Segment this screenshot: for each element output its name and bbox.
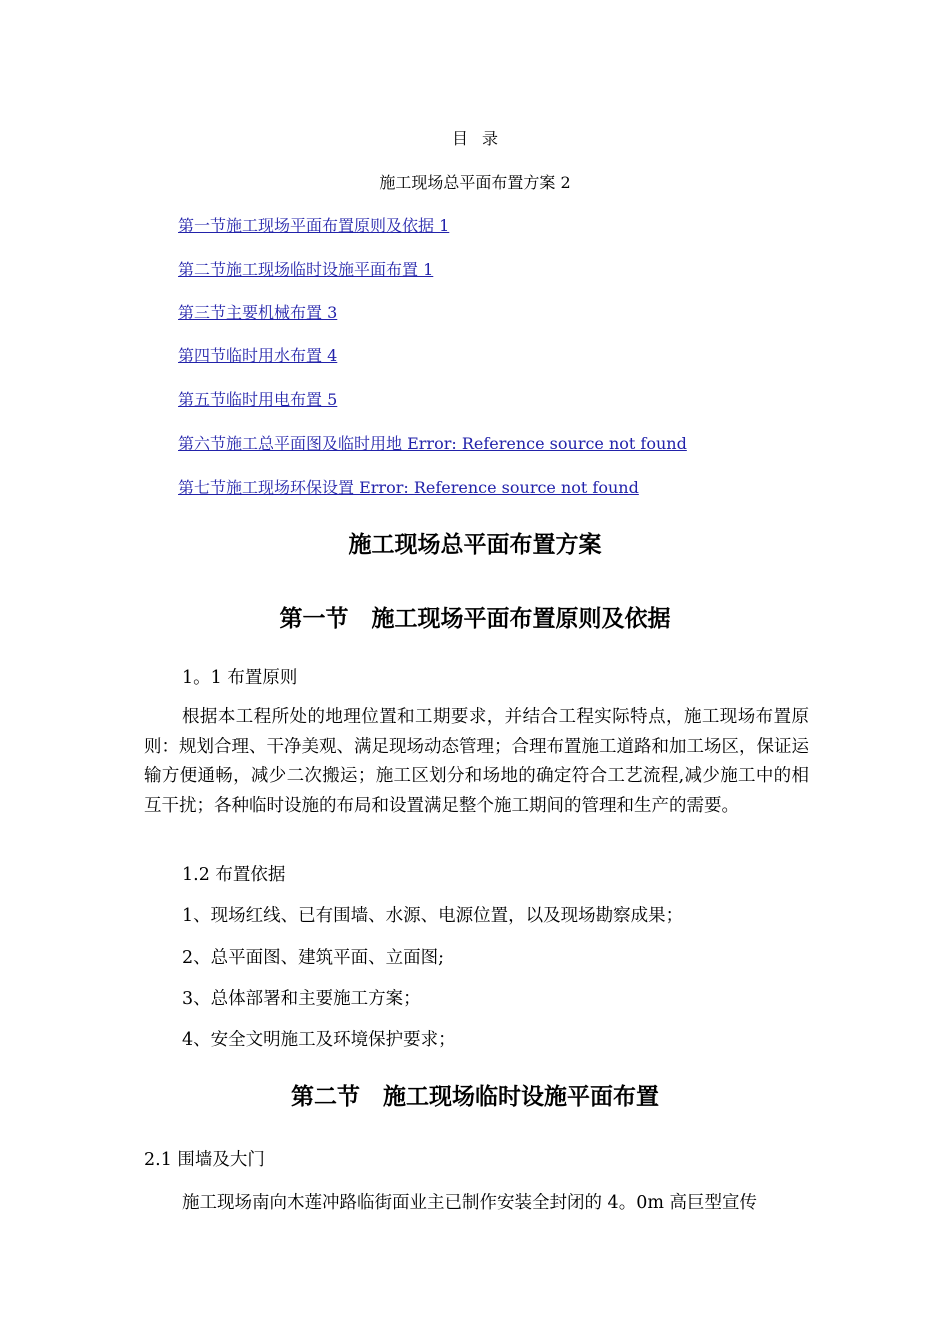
section-2-heading: 第二节 施工现场临时设施平面布置 [291,1084,659,1110]
toc-title: 目录 [451,129,512,148]
basis-item: 2、总平面图、建筑平面、立面图; [182,948,445,968]
section-2-fence-paragraph: 施工现场南向木莲冲路临街面业主已制作安装全封闭的 4。0m 高巨型宣传 [182,1193,757,1213]
toc-link-section-7[interactable]: 第七节施工现场环保设置 Error: Reference source not found [178,478,639,497]
toc-link-section-4[interactable]: 第四节临时用水布置 4 [178,346,338,365]
toc-heading: 施工现场总平面布置方案 2 [379,173,571,192]
section-1-subtitle-principles: 1。1 布置原则 [182,668,298,688]
toc-link-section-5[interactable]: 第五节临时用电布置 5 [178,390,338,409]
basis-item: 1、现场红线、已有围墙、水源、电源位置，以及现场勘察成果； [182,906,684,926]
basis-item: 4、安全文明施工及环境保护要求； [182,1030,456,1050]
basis-item: 3、总体部署和主要施工方案； [182,989,421,1009]
section-1-subtitle-basis: 1.2 布置依据 [182,865,286,885]
toc-link-section-6[interactable]: 第六节施工总平面图及临时用地 Error: Reference source not found [178,434,687,453]
toc-link-section-1[interactable]: 第一节施工现场平面布置原则及依据 1 [178,216,450,235]
toc-link-section-2[interactable]: 第二节施工现场临时设施平面布置 1 [178,260,434,279]
section-2-subtitle-fence: 2.1 围墙及大门 [144,1150,265,1170]
section-1-heading: 第一节 施工现场平面布置原则及依据 [279,606,671,632]
document-main-title: 施工现场总平面布置方案 [348,532,602,558]
section-1-principles-paragraph: 根据本工程所处的地理位置和工期要求，并结合工程实际特点，施工现场布置原则：规划合理、干净美观、满足现场动态管理；合理布置施工道路和加工场区，保证运输方便通畅，减少二次搬运；施工区划分和场地的确定符合工艺流程,减少施工中的相互干扰；各种临时设施的布局和设置满足整个施工期间的管理和生产的需要。 [144,707,809,816]
toc-link-section-3[interactable]: 第三节主要机械布置 3 [178,303,338,322]
